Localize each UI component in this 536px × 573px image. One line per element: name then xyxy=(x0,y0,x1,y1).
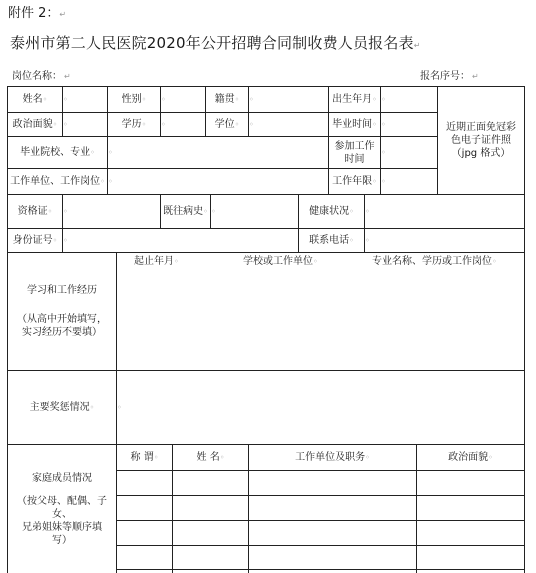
gender-label: 性别 ◦ xyxy=(121,94,147,105)
phone-label: 联系电话 ◦ xyxy=(309,235,354,246)
native-place-value[interactable]: ◦ xyxy=(249,95,254,104)
id-number-label: 身份证号 ◦ xyxy=(12,235,58,246)
family-members-label: 家庭成员情况 （按父母、配偶、子女、 兄弟姐妹等顺序填 写） xyxy=(17,472,107,546)
qualification-label: 资格证 ◦ xyxy=(17,206,53,217)
birth-value[interactable]: ◦ xyxy=(381,95,386,104)
name-value[interactable]: ◦ xyxy=(63,95,68,104)
photo-instruction-2: 色电子证件照 xyxy=(451,135,511,146)
graduation-time-value[interactable]: ◦ xyxy=(381,120,386,129)
photo-instruction-3: （jpg 格式） xyxy=(451,148,511,159)
period-header: 起止年月 ◦ xyxy=(134,256,179,267)
photo-instruction-1: 近期正面免冠彩 xyxy=(446,122,516,133)
sequence-number-label: 报名序号： ↵ xyxy=(420,71,479,82)
unit-duty-header: 工作单位及职务 ◦ xyxy=(295,452,370,463)
medical-history-value[interactable]: ◦ xyxy=(211,207,216,216)
awards-label: 主要奖惩情况 ◦ xyxy=(29,402,95,413)
birth-label: 出生年月 ◦ xyxy=(332,94,377,105)
family-name-header: 姓 名 ◦ xyxy=(196,452,225,463)
education-label: 学历 ◦ xyxy=(121,119,147,130)
degree-value[interactable]: ◦ xyxy=(249,120,254,129)
form-title: 泰州市第二人民医院2020年公开招聘合同制收费人员报名表↵ xyxy=(10,34,421,52)
family-political-header: 政治面貌 ◦ xyxy=(448,452,493,463)
appellation-header: 称 谓 ◦ xyxy=(130,452,159,463)
school-major-value[interactable]: ◦ xyxy=(108,148,113,157)
work-unit-value[interactable]: ◦ xyxy=(108,177,113,186)
work-unit-label: 工作单位、工作岗位 ◦ xyxy=(10,176,105,187)
id-number-value[interactable]: ◦ xyxy=(63,236,68,245)
photo-box[interactable] xyxy=(438,87,524,194)
school-major-label: 毕业院校、专业 ◦ xyxy=(20,147,95,158)
work-start-time-value[interactable]: ◦ xyxy=(381,148,386,157)
awards-input[interactable]: ◦ xyxy=(117,403,122,412)
native-place-label: 籍贯 ◦ xyxy=(214,94,240,105)
medical-history-label: 既往病史 ◦ xyxy=(163,206,208,217)
health-value[interactable]: ◦ xyxy=(365,207,370,216)
school-unit-header: 学校或工作单位 ◦ xyxy=(243,256,318,267)
work-years-value[interactable]: ◦ xyxy=(381,177,386,186)
attachment-label: 附件 2：↵ xyxy=(8,6,67,21)
work-years-label: 工作年限 ◦ xyxy=(332,176,377,187)
gender-value[interactable]: ◦ xyxy=(161,95,166,104)
family-members-input[interactable] xyxy=(117,471,524,570)
political-value[interactable]: ◦ xyxy=(63,120,68,129)
name-label: 姓名 ◦ xyxy=(22,94,48,105)
study-work-history-input[interactable] xyxy=(117,270,524,370)
work-start-time-label: 参加工作 时间 xyxy=(334,140,375,165)
political-label: 政治面貌 ◦ xyxy=(12,119,58,130)
study-work-history-label: 学习和工作经历 （从高中开始填写， 实习经历不要填） xyxy=(17,285,107,338)
phone-value[interactable]: ◦ xyxy=(365,236,370,245)
education-value[interactable]: ◦ xyxy=(161,120,166,129)
major-education-post-header: 专业名称、学历或工作岗位 ◦ xyxy=(372,256,497,267)
degree-label: 学位 ◦ xyxy=(214,119,240,130)
graduation-time-label: 毕业时间 ◦ xyxy=(332,119,377,130)
health-label: 健康状况 ◦ xyxy=(309,206,354,217)
position-name-label: 岗位名称： ↵ xyxy=(12,71,71,82)
qualification-value[interactable]: ◦ xyxy=(63,207,68,216)
